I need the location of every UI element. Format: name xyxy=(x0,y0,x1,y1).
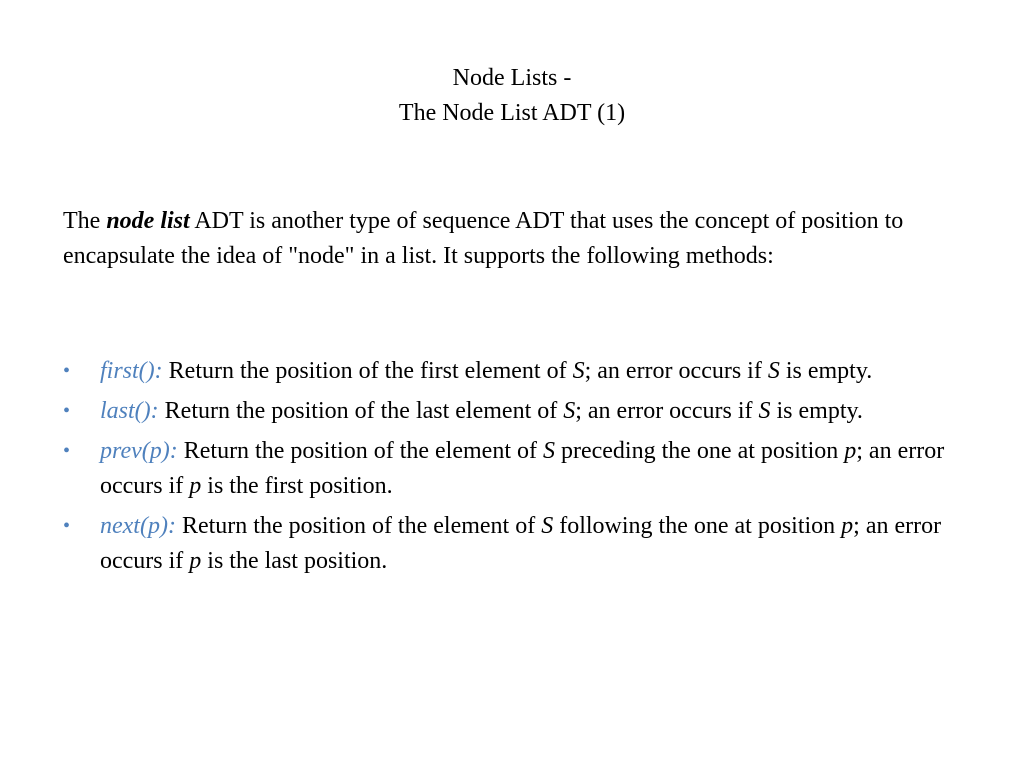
method-text: is the first position. xyxy=(201,473,393,499)
method-text: ; an error occurs if xyxy=(100,438,945,499)
method-text: is the last position. xyxy=(201,548,388,574)
intro-after: ADT is another type of sequence ADT that uses the concept of position to encapsulate the idea of "node" in a list. It supports the following methods: xyxy=(63,208,904,269)
intro-paragraph xyxy=(63,204,963,274)
intro-before: The xyxy=(63,208,107,234)
title-line-2: The Node List ADT (1) xyxy=(398,100,626,126)
method-signature: last(): xyxy=(100,398,159,424)
method-text: ; an error occurs if xyxy=(575,398,759,424)
method-variable: p xyxy=(189,548,202,574)
method-signature: first(): xyxy=(100,358,163,384)
method-text: ; an error occurs if xyxy=(584,358,768,384)
method-text: following the one at position xyxy=(553,513,842,539)
method-signature: prev(p): xyxy=(100,438,178,464)
method-item-last xyxy=(63,394,983,429)
method-text: Return the position of the last element of xyxy=(158,398,564,424)
method-text: Return the position of the first element of xyxy=(162,358,573,384)
title-line-1: Node Lists - xyxy=(452,65,572,91)
method-variable: S xyxy=(758,398,771,424)
method-item-first xyxy=(63,354,983,389)
method-text: Return the position of the element of xyxy=(175,513,542,539)
method-text: ; an error occurs if xyxy=(100,513,942,574)
method-variable: p xyxy=(189,473,202,499)
method-text: is empty. xyxy=(770,398,863,424)
method-list xyxy=(63,354,983,584)
method-signature: next(p): xyxy=(100,513,176,539)
method-item-prev xyxy=(63,434,983,504)
method-variable: S xyxy=(767,358,780,384)
bullet-icon: • xyxy=(63,515,71,537)
method-variable: p xyxy=(841,513,854,539)
bullet-icon: • xyxy=(63,440,71,462)
slide-title xyxy=(0,61,1024,131)
bullet-icon: • xyxy=(63,360,71,382)
method-item-next xyxy=(63,509,983,579)
method-variable: S xyxy=(572,358,585,384)
method-variable: S xyxy=(542,438,555,464)
method-text: preceding the one at position xyxy=(554,438,845,464)
intro-term: node list xyxy=(106,208,190,234)
method-text: Return the position of the element of xyxy=(177,438,543,464)
bullet-icon: • xyxy=(63,400,71,422)
method-variable: S xyxy=(563,398,576,424)
method-text: is empty. xyxy=(779,358,873,384)
method-variable: p xyxy=(844,438,857,464)
method-variable: S xyxy=(541,513,554,539)
